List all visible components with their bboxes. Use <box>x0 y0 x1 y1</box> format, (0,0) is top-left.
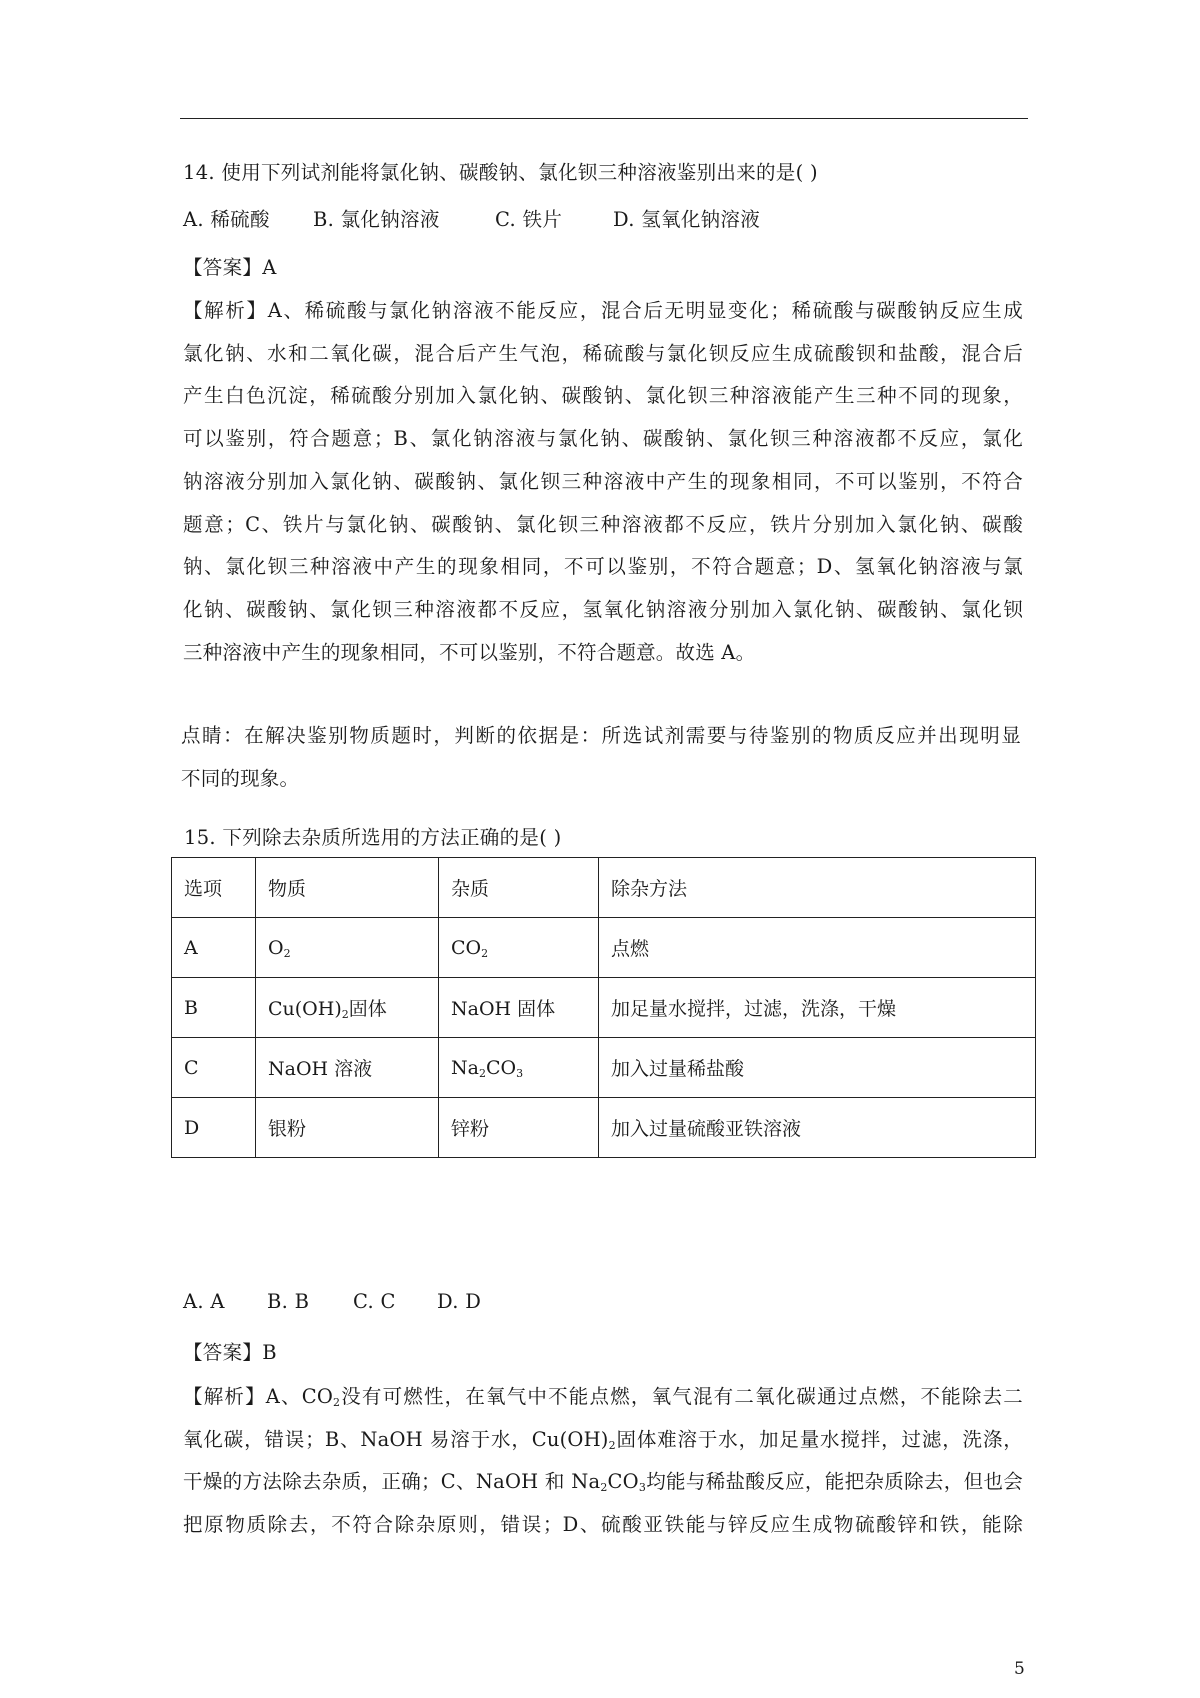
q14-stem: 14. 使用下列试剂能将氯化钠、碳酸钠、氯化钡三种溶液鉴别出来的是( ) <box>183 161 818 184</box>
header-cell: 选项 <box>172 858 256 918</box>
q14-options <box>183 204 760 232</box>
impurity-cell <box>439 918 599 978</box>
q15-option-a: A. A <box>183 1290 225 1313</box>
option-cell: C <box>172 1038 256 1098</box>
formula-text: O <box>268 936 284 959</box>
impurity-cell: NaOH 固体 <box>439 978 599 1038</box>
q14-answer: 【答案】A <box>183 256 277 279</box>
method-cell: 加入过量硫酸亚铁溶液 <box>599 1098 1036 1158</box>
text-run: CO <box>607 1470 639 1494</box>
text-run: 均能与稀盐酸反应，能把杂质除去，但也会 <box>646 1470 1023 1494</box>
q14-tip-line: 点睛：在解决鉴别物质题时，判断的依据是：所选试剂需要与待鉴别的物质反应并出现明显 <box>181 724 1021 747</box>
formula-text: CO <box>451 936 482 959</box>
header-cell: 杂质 <box>439 858 599 918</box>
q15-analysis <box>183 1376 1023 1547</box>
q15-option-b: B. B <box>267 1290 310 1313</box>
table-row <box>172 918 1036 978</box>
text-run: 干燥的方法除去杂质，正确；C、NaOH 和 Na <box>183 1470 601 1494</box>
formula-text: CO <box>485 1056 517 1079</box>
header-cell: 物质 <box>256 858 439 918</box>
method-cell: 点燃 <box>599 918 1036 978</box>
q15-analysis-line: 把原物质除去，不符合除杂原则，错误；D、硫酸亚铁能与锌反应生成物硫酸锌和铁，能除 <box>183 1513 1023 1537</box>
q15-analysis-line <box>183 1376 1023 1419</box>
option-cell: B <box>172 978 256 1038</box>
substance-cell: NaOH 溶液 <box>256 1038 439 1098</box>
q14-analysis-line: 钠溶液分别加入氯化钠、碳酸钠、氯化钡三种溶液中产生的现象相同，不可以鉴别，不符合 <box>183 469 1023 493</box>
substance-cell <box>256 978 439 1038</box>
q15-option-d: D. D <box>437 1290 482 1313</box>
q14-option-d: D. 氢氧化钠溶液 <box>613 208 761 231</box>
table-row <box>172 1038 1036 1098</box>
formula-suffix: 固体 <box>348 998 387 1020</box>
subscript: 2 <box>600 1481 608 1495</box>
subscript: 2 <box>481 946 489 960</box>
q14-analysis-line: 产生白色沉淀，稀硫酸分别加入氯化钠、碳酸钠、氯化钡三种溶液能产生三种不同的现象， <box>183 384 1023 408</box>
q15-analysis-line <box>183 1419 1023 1462</box>
q15-answer: 【答案】B <box>183 1341 277 1364</box>
q14-tip-line: 不同的现象。 <box>181 766 300 790</box>
text-run: 氧化碳，错误；B、NaOH 易溶于水，Cu(OH) <box>183 1427 609 1451</box>
impurity-cell: 锌粉 <box>439 1098 599 1158</box>
subscript: 2 <box>478 1066 486 1080</box>
q14-analysis-line: 钠、氯化钡三种溶液中产生的现象相同，不可以鉴别，不符合题意；D、氢氧化钠溶液与氯 <box>183 555 1023 579</box>
q15-options <box>183 1290 481 1313</box>
formula-text: Cu(OH) <box>268 998 342 1020</box>
option-cell: A <box>172 918 256 978</box>
method-cell: 加足量水搅拌，过滤，洗涤，干燥 <box>599 978 1036 1038</box>
header-cell: 除杂方法 <box>599 858 1036 918</box>
q15-analysis-line <box>183 1461 1023 1504</box>
q14-tip <box>181 715 1021 800</box>
table-header-row <box>172 858 1036 918</box>
q14-analysis <box>183 290 1023 674</box>
q14-option-b: B. 氯化钠溶液 <box>313 208 440 231</box>
q15-table <box>171 857 1036 1158</box>
formula-text: Na <box>451 1056 479 1079</box>
q14-option-a: A. 稀硫酸 <box>183 208 270 231</box>
impurity-cell <box>439 1038 599 1098</box>
subscript: 2 <box>341 1008 349 1021</box>
q14-analysis-line: 化钠、碳酸钠、氯化钡三种溶液都不反应，氢氧化钠溶液分别加入氯化钠、碳酸钠、氯化钡 <box>183 597 1023 621</box>
text-run: 固体难溶于水，加足量水搅拌，过滤，洗涤， <box>615 1427 1023 1451</box>
text-run: 【解析】A、CO <box>183 1385 334 1408</box>
q14-option-c: C. 铁片 <box>495 208 563 231</box>
header-rule <box>180 118 1028 119</box>
table-row <box>172 1098 1036 1158</box>
substance-cell <box>256 918 439 978</box>
table-row <box>172 978 1036 1038</box>
q14-analysis-line: 题意；C、铁片与氯化钠、碳酸钠、氯化钡三种溶液都不反应，铁片分别加入氯化钠、碳酸 <box>183 512 1023 536</box>
subscript: 2 <box>608 1438 616 1452</box>
page-number: 5 <box>1014 1659 1025 1679</box>
option-cell: D <box>172 1098 256 1158</box>
subscript: 2 <box>333 1396 341 1409</box>
q15-stem: 15. 下列除去杂质所选用的方法正确的是( ) <box>184 826 562 849</box>
substance-cell: 银粉 <box>256 1098 439 1158</box>
q15-option-c: C. C <box>353 1290 396 1313</box>
subscript: 3 <box>516 1066 524 1080</box>
q14-analysis-line: 可以鉴别，符合题意；B、氯化钠溶液与氯化钠、碳酸钠、氯化钡三种溶液都不反应，氯化 <box>183 427 1023 451</box>
q14-analysis-line: 氯化钠、水和二氧化碳，混合后产生气泡，稀硫酸与氯化钡反应生成硫酸钡和盐酸，混合后 <box>183 341 1023 365</box>
text-run: 没有可燃性，在氧气中不能点燃，氧气混有二氧化碳通过点燃，不能除去二 <box>340 1385 1023 1408</box>
method-cell: 加入过量稀盐酸 <box>599 1038 1036 1098</box>
subscript: 3 <box>638 1481 647 1495</box>
q14-analysis-line: 【解析】A、稀硫酸与氯化钠溶液不能反应，混合后无明显变化；稀硫酸与碳酸钠反应生成 <box>183 299 1023 322</box>
q14-analysis-line: 三种溶液中产生的现象相同，不可以鉴别，不符合题意。故选 A。 <box>183 640 756 664</box>
subscript: 2 <box>283 946 291 960</box>
